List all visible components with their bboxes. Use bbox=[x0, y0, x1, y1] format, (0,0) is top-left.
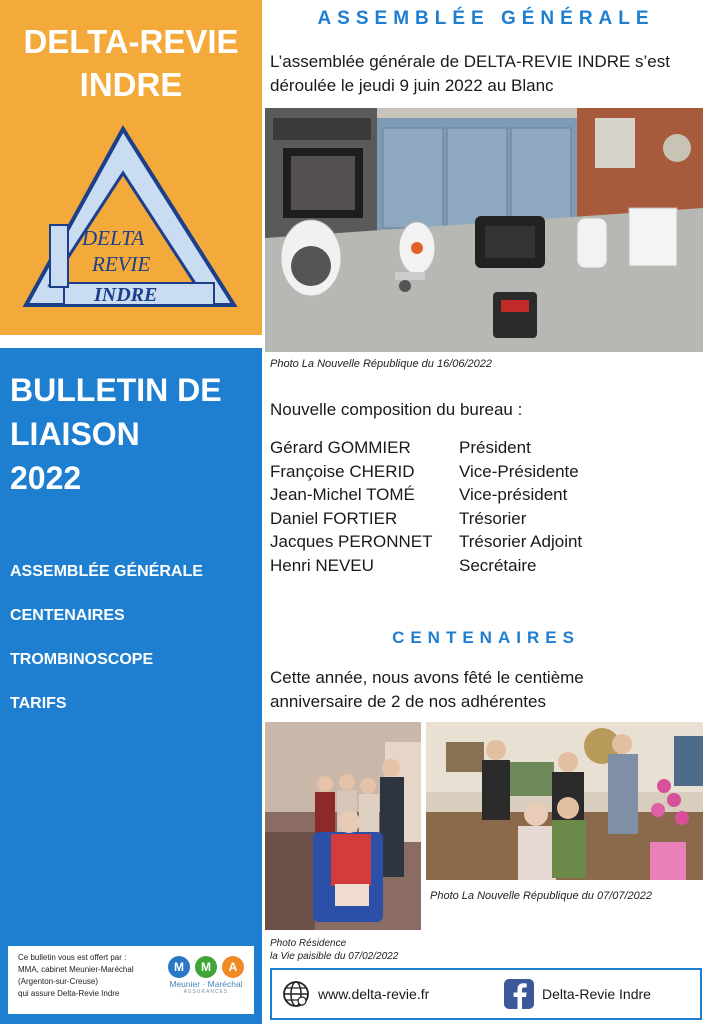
bureau-row bbox=[270, 507, 706, 531]
bureau-name: Jacques PERONNET bbox=[270, 532, 433, 552]
centenaire-photo-right bbox=[426, 722, 703, 880]
bulletin-title-line1: BULLETIN DE bbox=[10, 372, 222, 408]
bureau-role: Vice-président bbox=[459, 485, 568, 505]
sponsor-line4: qui assure Delta-Revie Indre bbox=[18, 989, 120, 998]
toc-item-tarifs[interactable]: TARIFS bbox=[10, 695, 67, 712]
centenaires-text-line2: anniversaire de 2 de nos adhérentes bbox=[270, 692, 546, 711]
centenaire-caption-left bbox=[270, 937, 466, 963]
sponsor-line1: Ce bulletin vous est offert par : bbox=[18, 953, 127, 962]
toc-item-assemblee[interactable]: ASSEMBLÉE GÉNÉRALE bbox=[10, 563, 203, 580]
sponsor-line2: MMA, cabinet Meunier-Maréchal bbox=[18, 965, 134, 974]
bureau-role: Vice-Présidente bbox=[459, 461, 579, 481]
centenaire-caption-left-line1: Photo Résidence bbox=[270, 938, 347, 949]
contact-footer bbox=[270, 968, 702, 1020]
organization-name-line2: INDRE bbox=[79, 66, 183, 103]
bureau-row bbox=[270, 483, 706, 507]
centenaires-text-line1: Cette année, nous avons fêté le centième bbox=[270, 668, 584, 687]
assemblee-intro bbox=[270, 50, 706, 98]
globe-icon bbox=[282, 980, 310, 1008]
sponsor-brand-sub: ASSURANCES bbox=[183, 989, 229, 995]
bureau-row bbox=[270, 554, 706, 578]
mma-badge-m2: M bbox=[195, 956, 217, 978]
assemblee-photo bbox=[265, 108, 703, 352]
assemblee-photo-caption: Photo La Nouvelle République du 16/06/2022 bbox=[270, 358, 493, 370]
delta-revie-logo bbox=[20, 125, 240, 310]
bureau-heading: Nouvelle composition du bureau : bbox=[270, 400, 523, 419]
bureau-name: Daniel FORTIER bbox=[270, 508, 398, 528]
sponsor-box bbox=[8, 946, 254, 1014]
assemblee-intro-line1: L’assemblée générale de DELTA-REVIE INDRE s’est bbox=[270, 52, 670, 71]
centenaires-heading: CENTENAIRES bbox=[392, 628, 580, 647]
bulletin-title-line2: LIAISON bbox=[10, 416, 140, 452]
logo-bar bbox=[50, 225, 68, 287]
table-of-contents bbox=[10, 560, 255, 736]
bureau-name: Jean-Michel TOMÉ bbox=[270, 485, 415, 505]
facebook-link[interactable]: Delta-Revie Indre bbox=[542, 986, 651, 1002]
website-link[interactable]: www.delta-revie.fr bbox=[318, 986, 430, 1002]
bureau-role: Trésorier Adjoint bbox=[459, 532, 583, 552]
bureau-row bbox=[270, 530, 706, 554]
mma-badge-m1: M bbox=[168, 956, 190, 978]
assemblee-intro-line2: déroulée le jeudi 9 juin 2022 au Blanc bbox=[270, 76, 554, 95]
logo-text-revie: REVIE bbox=[92, 252, 151, 276]
bureau-list bbox=[270, 436, 706, 578]
centenaire-caption-right: Photo La Nouvelle République du 07/07/2022 bbox=[430, 890, 653, 902]
sponsor-brand: Meunier · Maréchal bbox=[169, 979, 243, 989]
logo-text-delta: DELTA bbox=[82, 226, 145, 250]
toc-item-trombinoscope[interactable]: TROMBINOSCOPE bbox=[10, 651, 154, 668]
logo-text-indre: INDRE bbox=[94, 284, 158, 306]
bureau-role: Président bbox=[459, 438, 531, 457]
bureau-name: Henri NEVEU bbox=[270, 555, 374, 575]
toc-item-centenaires[interactable]: CENTENAIRES bbox=[10, 607, 125, 624]
organization-name-line1: DELTA-REVIE bbox=[23, 23, 239, 60]
facebook-icon bbox=[504, 979, 534, 1009]
organization-title bbox=[0, 20, 262, 106]
mma-badge-a: A bbox=[222, 956, 244, 978]
centenaire-photo-left bbox=[265, 722, 421, 930]
bureau-name: Gérard GOMMIER bbox=[270, 438, 411, 457]
sponsor-text bbox=[18, 952, 168, 1000]
bulletin-title bbox=[10, 368, 255, 500]
sponsor-line3: (Argenton-sur-Creuse) bbox=[18, 977, 99, 986]
assemblee-heading: ASSEMBLÉE GÉNÉRALE bbox=[317, 8, 655, 29]
centenaire-caption-left-line2: la Vie paisible du 07/02/2022 bbox=[270, 951, 399, 962]
bulletin-year: 2022 bbox=[10, 460, 82, 496]
bureau-row bbox=[270, 436, 706, 460]
bureau-row bbox=[270, 460, 706, 484]
bureau-role: Trésorier bbox=[459, 508, 527, 528]
bureau-role: Secrétaire bbox=[459, 555, 537, 575]
centenaires-text bbox=[270, 666, 706, 714]
bureau-name: Françoise CHERID bbox=[270, 461, 415, 481]
